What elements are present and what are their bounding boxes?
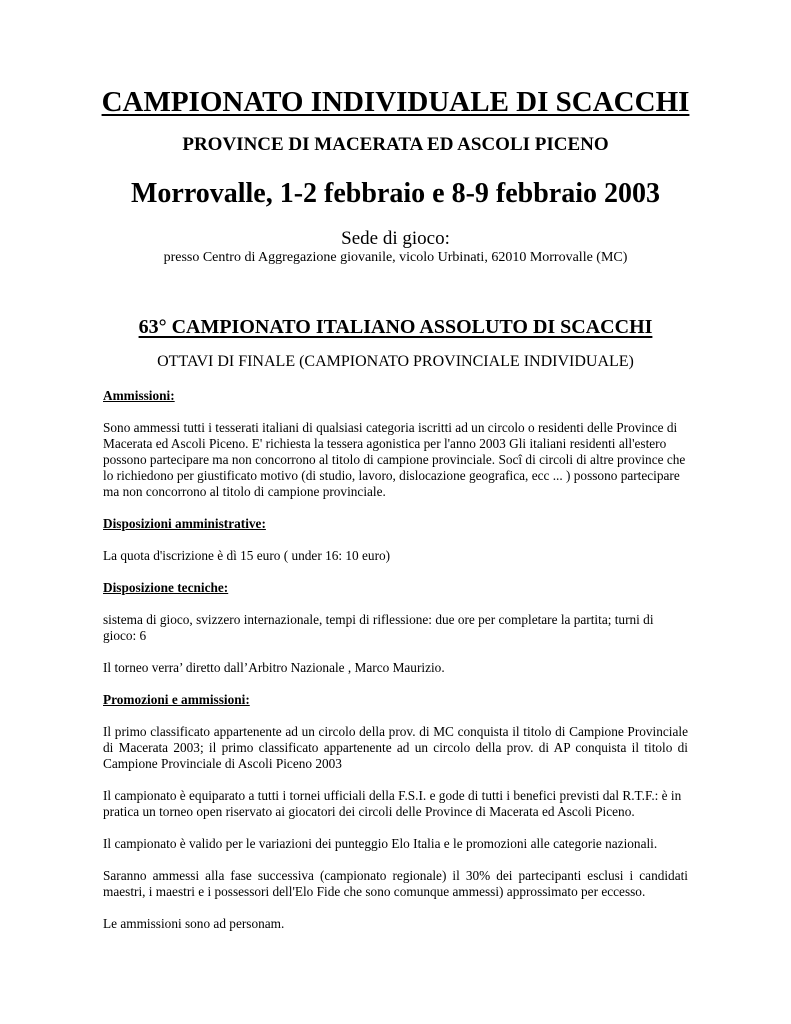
ammissioni-text: Sono ammessi tutti i tesserati italiani di qualsiasi categoria iscritti ad un circolo o residenti delle Province di Macerata ed Ascoli Piceno. E' richiesta la tessera agonistica per l'anno 2003 Gli italiani residenti all'estero possono partecipare ma non concorrono al titolo di campione provinciale. Socî di circoli di altre province che lo richiedono per giustificato motivo (di studio, lavoro, dislocazione geografica, ecc ... ) possono partecipare ma non concorrono al titolo di campione provinciale. [103, 420, 686, 499]
promozioni-paragraph-2: Il campionato è equiparato a tutti i tornei ufficiali della F.S.I. e gode di tutti i benefici previsti dal R.T.F.: è in pratica un torneo open riservato ai giocatori dei circoli delle Province di Macerata ed Ascoli Piceno. [103, 788, 682, 819]
section-heading-promozioni: Promozioni e ammissioni: [103, 692, 250, 707]
amministrative-text: La quota d'iscrizione è dì 15 euro ( under 16: 10 euro) [103, 548, 391, 563]
section-heading-tecniche: Disposizione tecniche: [103, 580, 229, 595]
championship-phase: OTTAVI DI FINALE (CAMPIONATO PROVINCIALE INDIVIDUALE) [157, 353, 634, 370]
document-title: CAMPIONATO INDIVIDUALE DI SCACCHI [101, 86, 690, 118]
document-subtitle: PROVINCE DI MACERATA ED ASCOLI PICENO [182, 134, 609, 155]
venue-address: presso Centro di Aggregazione giovanile, vicolo Urbinati, 62010 Morrovalle (MC) [163, 250, 628, 265]
section-heading-ammissioni: Ammissioni: [103, 388, 175, 403]
arbiter-text: Il torneo verra’ diretto dall’Arbitro Nazionale , Marco Maurizio. [103, 660, 445, 675]
promozioni-paragraph-5: Le ammissioni sono ad personam. [103, 916, 285, 931]
promozioni-paragraph-1: Il primo classificato appartenente ad un circolo della prov. di MC conquista il titolo di Campione Provinciale di Macerata 2003; il primo classificato appartenente ad un circolo della prov. di AP conquista il titolo di Campione Provinciale di Ascoli Piceno 2003 [103, 724, 688, 771]
tecniche-text: sistema di gioco, svizzero internazionale, tempi di riflessione: due ore per completare la partita; turni di gioco: 6 [103, 612, 654, 643]
document-body [103, 388, 688, 948]
venue-heading: Sede di gioco: [341, 228, 450, 249]
promozioni-paragraph-3: Il campionato è valido per le variazioni dei punteggio Elo Italia e le promozioni alle categorie nazionali. [103, 836, 658, 851]
section-heading-amministrative: Disposizioni amministrative: [103, 516, 266, 531]
event-dates: Morrovalle, 1-2 febbraio e 8-9 febbraio 2003 [130, 178, 661, 209]
promozioni-paragraph-4: Saranno ammessi alla fase successiva (campionato regionale) il 30% dei partecipanti esclusi i candidati maestri, i maestri e i possessori dell'Elo Fide che sono comunque ammessi) approssimato per eccesso. [103, 868, 688, 899]
championship-title: 63° CAMPIONATO ITALIANO ASSOLUTO DI SCACCHI [138, 316, 653, 338]
